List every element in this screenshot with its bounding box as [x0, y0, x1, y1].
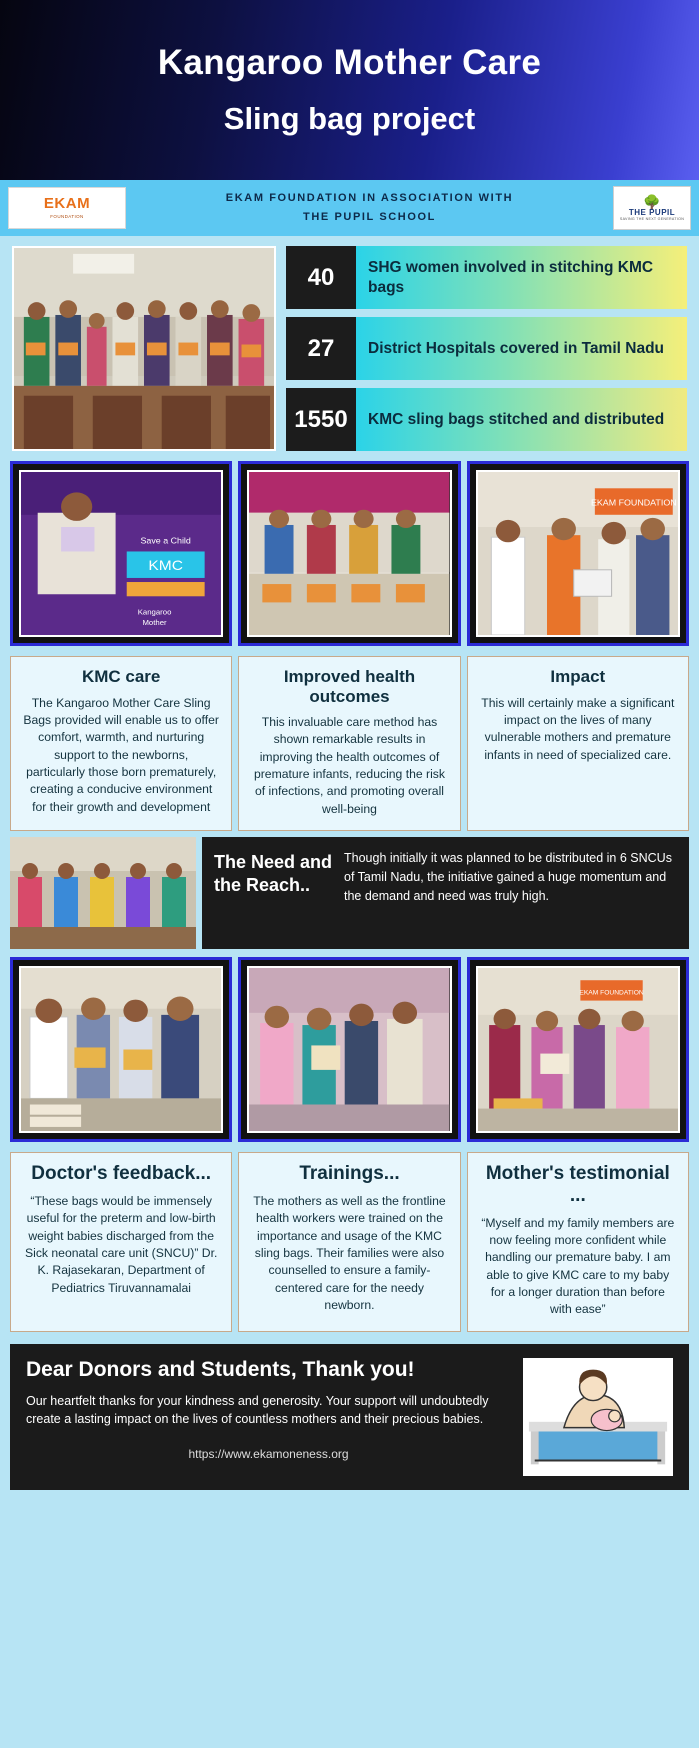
card-body: This will certainly make a significant impact on the lives of many vulnerable mothers and premature infants in need of specialized care. — [481, 695, 675, 762]
tree-icon: 🌳 — [643, 193, 661, 210]
svg-text:EKAM FOUNDATION: EKAM FOUNDATION — [579, 989, 644, 997]
photo-kmc-banner — [10, 461, 232, 646]
thank-you-body: Our heartfelt thanks for your kindness and generosity. Your support will undoubtedly create a lasting impact on the lives of countless mothers and their precious babies. — [26, 1393, 489, 1427]
svg-text:KMC: KMC — [148, 557, 183, 574]
photo-nurses-officials — [238, 957, 460, 1142]
card-title: Impact — [550, 667, 606, 686]
card-title: Improved health outcomes — [283, 667, 416, 706]
hospital-handover-illustration — [478, 472, 678, 635]
card-improved-health-outcomes — [238, 656, 460, 831]
ekam-logo-name: EKAM — [43, 195, 91, 213]
need-and-reach-section — [0, 835, 699, 953]
card-body: The mothers as well as the frontline health workers were trained on the importance and usage of the KMC sling bags. Their families were also counselled to ensure a family-centered care for the needy newborn. — [253, 1193, 446, 1312]
cards-row-2 — [0, 1146, 699, 1336]
photo-row-2 — [0, 953, 699, 1146]
card-body: The Kangaroo Mother Care Sling Bags provided will enable us to offer comfort, warmth, and nurturing support to the newborns, particularly those born prematurely, creating a conducive environment for their growth and development — [23, 695, 219, 814]
need-and-reach-box — [202, 837, 689, 949]
group-photo-distribution — [12, 246, 276, 451]
card-title: Mother's testimonial ... — [485, 1163, 670, 1206]
thank-you-text-block — [26, 1358, 511, 1476]
ward-mothers-illustration — [10, 837, 196, 949]
website-url[interactable]: https://www.ekamoneness.org — [188, 1447, 349, 1462]
pupil-logo-name: THE PUPIL — [628, 207, 676, 217]
nurses-officials-illustration — [249, 968, 449, 1131]
pupil-school-logo — [613, 186, 691, 230]
association-text — [126, 189, 613, 226]
svg-text:Mother: Mother — [142, 618, 167, 627]
stat-label: District Hospitals covered in Tamil Nadu — [356, 317, 687, 380]
ekam-foundation-logo — [8, 187, 126, 229]
card-title: Trainings... — [299, 1163, 400, 1185]
stat-label: KMC sling bags stitched and distributed — [356, 388, 687, 451]
association-line-2: THE PUPIL SCHOOL — [303, 211, 436, 223]
group-photo-illustration — [14, 248, 274, 450]
stat-row — [286, 317, 687, 380]
card-body: “These bags would be immensely useful for the preterm and low-birth weight babies discharged from the Sick neonatal care unit (SNCU)” Dr. K. Rajasekaran, Department of Pediatrics Tiruvannamalai — [24, 1193, 218, 1295]
cards-row-1 — [0, 650, 699, 835]
svg-text:EKAM FOUNDATION: EKAM FOUNDATION — [590, 497, 677, 508]
card-impact — [467, 656, 689, 831]
card-kmc-care — [10, 656, 232, 831]
doctors-handover-illustration — [21, 968, 221, 1131]
photo-mothers-receiving — [467, 957, 689, 1142]
svg-text:Save a Child: Save a Child — [140, 535, 191, 546]
ekam-logo-sub: FOUNDATION — [50, 214, 84, 220]
photo-ward-mothers — [10, 837, 196, 949]
statistics-section — [0, 236, 699, 457]
stat-number: 27 — [286, 317, 356, 380]
photo-hospital-handover — [467, 461, 689, 646]
pupil-logo-sub: SAVING THE NEXT GENERATION — [619, 216, 685, 221]
mothers-receiving-illustration — [478, 968, 678, 1131]
photo-row-1 — [0, 457, 699, 650]
mother-baby-drawing — [525, 1360, 671, 1474]
card-mothers-testimonial — [467, 1152, 689, 1332]
poster-header — [0, 0, 699, 180]
card-title: Doctor's feedback... — [31, 1163, 212, 1185]
shg-stall-illustration — [249, 472, 449, 635]
svg-text:Kangaroo: Kangaroo — [137, 607, 172, 617]
card-trainings — [238, 1152, 460, 1332]
photo-doctors-handover — [10, 957, 232, 1142]
page-subtitle: Sling bag project — [223, 101, 476, 136]
mother-baby-illustration — [523, 1358, 673, 1476]
need-body: Though initially it was planned to be distributed in 6 SNCUs of Tamil Nadu, the initiative gained a huge momentum and the demand and need was truly high. — [344, 851, 672, 903]
stat-number: 40 — [286, 246, 356, 309]
statistics-list — [286, 246, 687, 451]
card-title: KMC care — [81, 667, 161, 686]
thank-you-title: Dear Donors and Students, Thank you! — [26, 1357, 415, 1381]
photo-shg-stall — [238, 461, 460, 646]
organization-bar — [0, 180, 699, 236]
page-title: Kangaroo Mother Care — [157, 43, 542, 82]
association-line-1: EKAM FOUNDATION IN ASSOCIATION WITH — [225, 192, 514, 205]
card-body: “Myself and my family members are now feeling more confident while handling our premature baby. I am able to give KMC care to my baby for a longer duration than before with ease” — [481, 1215, 675, 1317]
stat-row — [286, 388, 687, 451]
stat-label: SHG women involved in stitching KMC bags — [356, 246, 687, 309]
stat-row — [286, 246, 687, 309]
need-title: The Need and the Reach.. — [214, 852, 333, 896]
kmc-banner-illustration — [21, 472, 221, 635]
card-body: This invaluable care method has shown remarkable results in improving the health outcomes of premature infants, reducing the risk of infections, and promoting overall well-being — [253, 715, 445, 816]
card-doctors-feedback — [10, 1152, 232, 1332]
thank-you-section — [10, 1344, 689, 1490]
stat-number: 1550 — [286, 388, 356, 451]
